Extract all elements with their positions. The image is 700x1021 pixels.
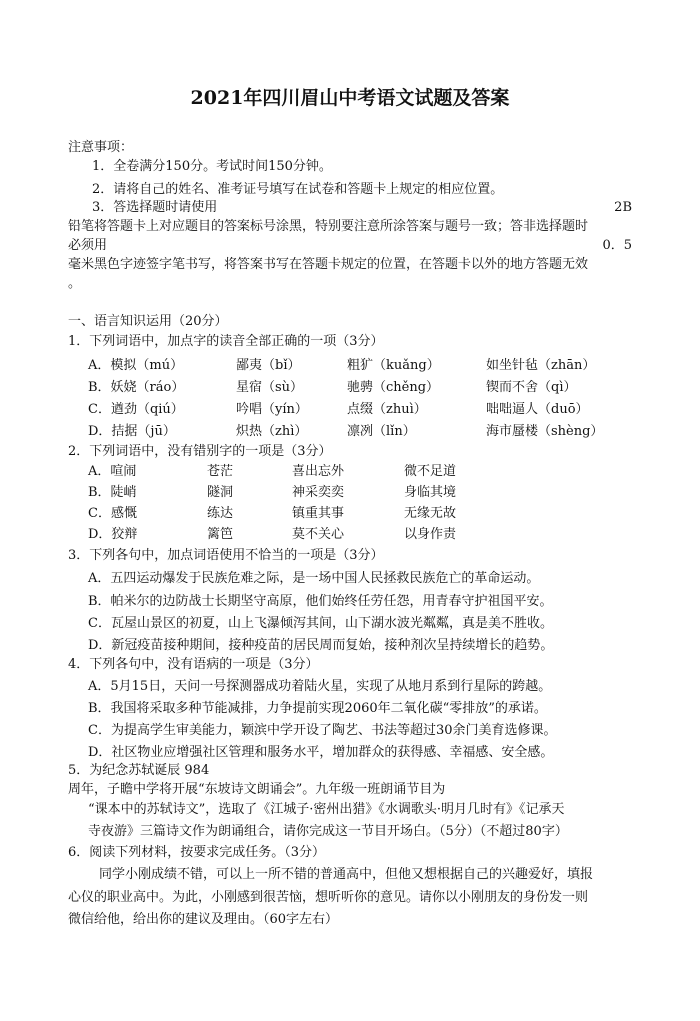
option-cell: 隧洞 [207,485,234,500]
option-cell: 星宿（sù） [236,380,304,395]
option-cell: 驰骋（chěng） [347,380,440,395]
question-4-option-a: A．5月15日，天问一号探测器成功着陆火星，实现了从地月系到行星际的跨越。 [88,679,552,694]
option-cell: 莫不关心 [292,527,345,542]
option-cell: C．感慨 [88,506,137,521]
option-cell: B．妖娆（ráo） [88,380,185,395]
question-5-text: 寺夜游》三篇诗文作为朗诵组合，请你完成这一节目开场白。（5分）（不超过80字） [88,824,568,839]
option-cell: A．模拟（mú） [88,358,184,373]
option-cell: 镇重其事 [292,506,345,521]
option-cell: C．遒劲（qiú） [88,402,184,417]
option-cell: 海市蜃楼（shèng） [486,424,604,439]
question-6-material: 微信给他，给出你的建议及理由。（60字左右） [68,912,339,927]
notice-item-3-cont: 毫米黑色字迹签字笔书写，将答案书写在答题卡规定的位置，在答题卡以外的地方答题无效 [68,257,589,272]
option-cell: 以身作责 [404,527,457,542]
option-cell: 篱笆 [207,527,234,542]
notice-item-3-cont: 必须用 [68,238,108,253]
option-cell: 咄咄逼人（duō） [486,402,589,417]
option-cell: 炽热（zhì） [236,424,308,439]
option-cell: 锲而不舍（qì） [486,380,577,395]
question-1-stem: 1．下列词语中，加点字的读音全部正确的一项（3分） [68,334,384,349]
option-cell: 吟唱（yín） [236,402,308,417]
notice-item-1: 1．全卷满分150分。考试时间150分钟。 [92,159,332,174]
notice-item-3-cont: 。 [68,276,82,291]
notice-item-3-right: 0．5 [602,238,632,253]
page-title: 2021年四川眉山中考语文试题及答案 [190,87,510,109]
question-3-option-a: A．五四运动爆发于民族危难之际，是一场中国人民拯救民族危亡的革命运动。 [88,571,540,586]
option-cell: 身临其境 [404,485,457,500]
question-4-option-d: D．社区物业应增强社区管理和服务水平，增加群众的获得感、幸福感、安全感。 [88,745,554,760]
section-heading: 一、语言知识运用（20分） [68,314,228,329]
question-6-material: 心仪的职业高中。为此，小刚感到很苦恼，想听听你的意见。请你以小刚朋友的身份发一则 [68,890,589,905]
option-cell: 鄙夷（bǐ） [236,358,301,373]
option-cell: B．陡峭 [88,485,137,500]
question-3-option-b: B．帕米尔的边防战士长期坚守高原，他们始终任劳任怨，用青春守护祖国平安。 [88,594,553,609]
question-4-stem: 4．下列各句中，没有语病的一项是（3分） [68,657,319,672]
option-cell: 点缀（zhuì） [347,402,427,417]
option-cell: 苍茫 [207,464,234,479]
notice-item-3: 3．答选择题时请使用 [92,200,218,215]
question-2-stem: 2．下列词语中，没有错别字的一项是（3分） [68,444,332,459]
option-cell: A．喧闹 [88,464,137,479]
question-5-stem: 5．为纪念苏轼诞辰 984 [68,763,210,778]
option-cell: 凛冽（lǐn） [347,424,416,439]
question-6-stem: 6．阅读下列材料，按要求完成任务。（3分） [68,845,326,860]
notice-item-3-cont: 铅笔将答题卡上对应题目的答案标号涂黑，特别要注意所涂答案与题号一致；答非选择题时 [68,219,589,234]
option-cell: 神采奕奕 [292,485,345,500]
question-3-option-c: C．瓦屋山景区的初夏，山上飞瀑倾泻其间，山下湖水波光粼粼，真是美不胜收。 [88,616,553,631]
option-cell: 如坐针毡（zhān） [486,358,596,373]
option-cell: D．拮据（jū） [88,424,176,439]
notice-heading: 注意事项： [68,140,134,155]
option-cell: 无缘无故 [404,506,457,521]
question-3-option-d: D．新冠疫苗接种期间，接种疫苗的居民周而复始，接种剂次呈持续增长的趋势。 [88,638,554,653]
notice-item-3-right: 2B [614,200,632,215]
notice-item-2: 2．请将自己的姓名、准考证号填写在试卷和答题卡上规定的相应位置。 [92,182,504,197]
option-cell: 微不足道 [404,464,457,479]
question-5-text: “课本中的苏轼诗文”，选取了《江城子·密州出猎》《水调歌头·明月几时有》《记承天 [88,802,565,817]
question-3-stem: 3．下列各句中，加点词语使用不恰当的一项是（3分） [68,548,384,563]
question-6-material: 同学小刚成绩不错，可以上一所不错的普通高中，但他又想根据自己的兴趣爱好，填报 [99,867,594,882]
question-5-text: 周年，子瞻中学将开展“东坡诗文朗诵会”。九年级一班朗诵节目为 [68,782,446,797]
question-4-option-b: B．我国将采取多种节能减排，力争提前实现2060年二氧化碳“零排放”的承诺。 [88,701,547,716]
question-4-option-c: C．为提高学生审美能力，颖滨中学开设了陶艺、书法等超过30余门美育选修课。 [88,723,557,738]
option-cell: 粗犷（kuǎng） [347,358,440,373]
option-cell: 喜出忘外 [292,464,345,479]
option-cell: D．狡辩 [88,527,138,542]
option-cell: 练达 [207,506,234,521]
